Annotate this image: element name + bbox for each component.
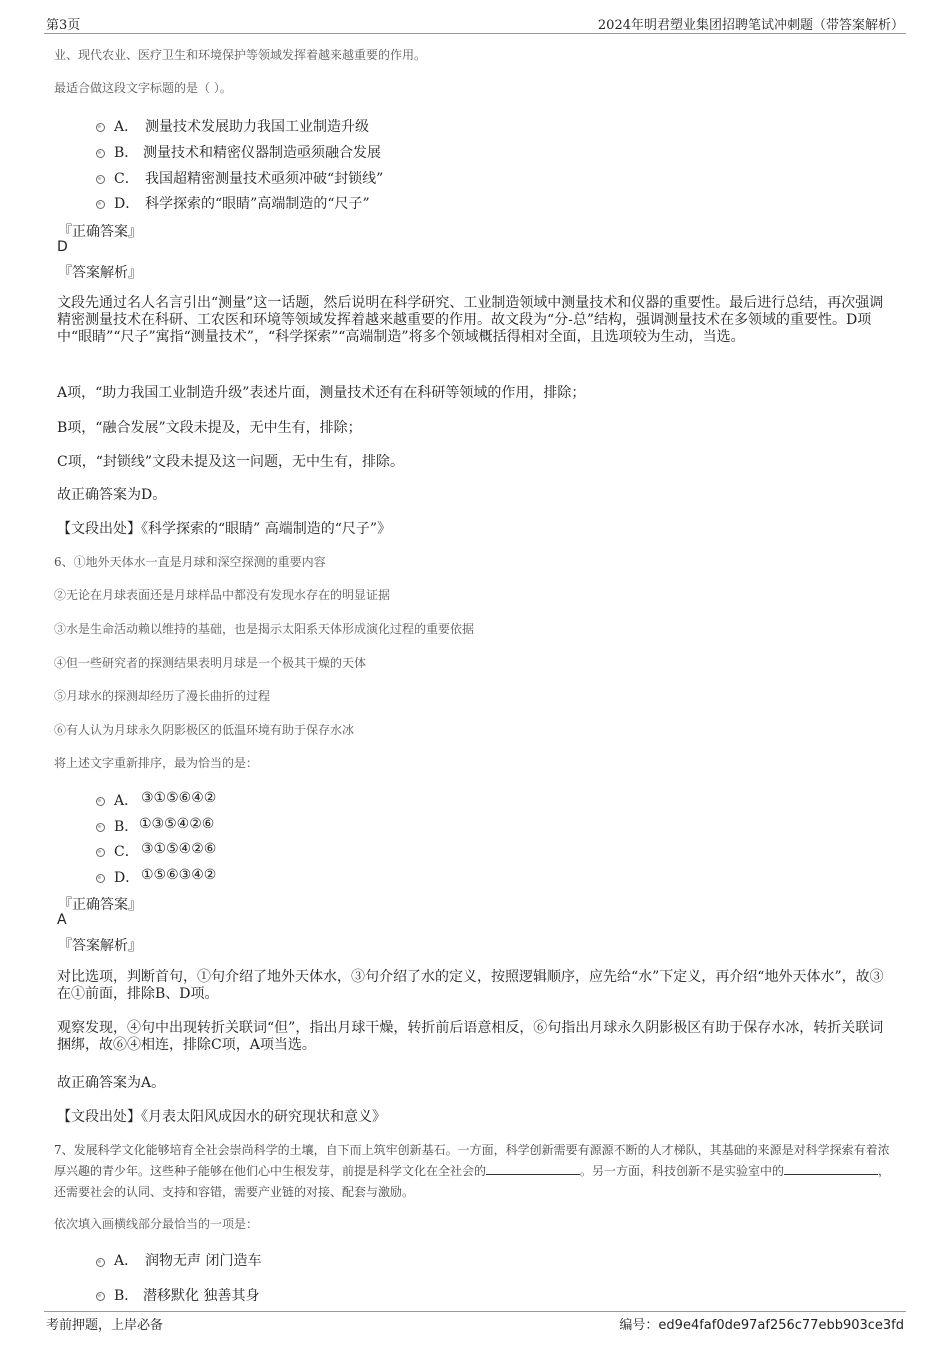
option-letter: A． [114,793,139,809]
option-letter: B． [114,1288,139,1304]
q7-text-part-3: ，还需要社会的认同、支持和容错，需要产业链的对接、配套与激励。 [54,1164,891,1199]
option-letter: D． [114,870,140,886]
q6-prompt: 将上述文字重新排序，最为恰当的是： [54,756,259,770]
q6-line-5: ⑤月球水的探测却经历了漫长曲折的过程 [54,689,271,703]
radio-icon[interactable] [96,874,105,883]
q6-analysis-paragraph-3: 故正确答案为A。 [57,1075,166,1091]
q6-line-2: ②无论在月球表面还是月球样品中都没有发现水存在的明显证据 [54,588,391,602]
header-divider [44,33,906,34]
option-letter: C． [114,844,139,860]
option-letter: D． [114,196,140,212]
q6-line-6: ⑥有人认为月球永久阴影极区的低温环境有助于保存水冰 [54,723,355,737]
q5-prompt: 最适合做这段文字标题的是（ ）。 [54,81,232,95]
radio-icon[interactable] [96,823,105,832]
option-text: ①⑤⑥③④② [141,867,217,883]
footer-slogan: 考前押题，上岸必备 [46,1318,164,1333]
radio-icon[interactable] [96,1258,105,1267]
option-text: 潜移默化 独善其身 [143,1288,260,1304]
q5-analysis-paragraph-4: C项，“封锁线”文段未提及这一问题，无中生有，排除。 [57,454,405,470]
footer-code-label: 编号： [619,1318,659,1333]
footer-divider [44,1311,906,1312]
option-letter: A． [114,119,139,135]
option-text: 润物无声 闭门造车 [145,1253,262,1269]
radio-icon[interactable] [96,200,105,209]
q5-answer-label: 『正确答案』 [58,224,142,240]
footer-code-value: ed9e4faf0de97af256c77ebb903ce3fd [658,1318,904,1333]
radio-icon[interactable] [96,149,105,158]
option-text: 测量技术发展助力我国工业制造升级 [145,119,369,135]
q5-analysis-label: 『答案解析』 [58,265,142,281]
page-number: 第3页 [46,18,81,33]
option-text: ①③⑤④②⑥ [139,816,215,832]
radio-icon[interactable] [96,123,105,132]
option-letter: C． [114,171,139,187]
q7-text-part-1: 7、发展科学文化能够培育全社会崇尚科学的土壤，自下而上筑牢创新基石。一方面，科学创新需要有源源不断的人才梯队，其基础的来源是对科学探索有着浓厚兴趣的青少年。这些种子能够在他们心中生根发芽，前提是科学文化在全社会的 [54,1143,890,1178]
q7-prompt: 依次填入画横线部分最恰当的一项是： [54,1217,259,1231]
option-text: 科学探索的“眼睛”高端制造的“尺子” [145,196,370,212]
q5-source: 【文段出处】《科学探索的“眼睛” 高端制造的“尺子”》 [57,521,392,537]
option-text: ③①⑤⑥④② [141,790,217,806]
q6-source: 【文段出处】《月表太阳风成因水的研究现状和意义》 [57,1109,386,1125]
q6-analysis-label: 『答案解析』 [58,938,142,954]
q5-analysis-paragraph-2: A项，“助力我国工业制造升级”表述片面，测量技术还有在科研等领域的作用，排除； [57,385,586,401]
option-text: 测量技术和精密仪器制造亟须融合发展 [143,145,381,161]
q7-passage [54,1140,897,1203]
q5-intro-tail: 业、现代农业、医疗卫生和环境保护等领域发挥着越来越重要的作用。 [54,48,427,62]
option-letter: B． [114,145,139,161]
radio-icon[interactable] [96,797,105,806]
q5-analysis-paragraph-5: 故正确答案为D。 [57,487,167,503]
q6-line-3: ③水是生命活动赖以维持的基础，也是揭示太阳系天体形成演化过程的重要依据 [54,622,475,636]
radio-icon[interactable] [96,1292,105,1301]
q7-blank-1 [486,1162,580,1175]
option-text: 我国超精密测量技术亟须冲破“封锁线” [145,171,384,187]
footer-code [619,1314,904,1333]
q6-answer: A [57,912,67,928]
option-letter: B． [114,819,139,835]
q5-answer: D [57,239,68,255]
q6-line-4: ④但一些研究者的探测结果表明月球是一个极其干燥的天体 [54,656,367,670]
q6-analysis-paragraph-1: 对比选项，判断首句，①句介绍了地外天体水，③句介绍了水的定义，按照逻辑顺序，应先给“水”下定义，再介绍“地外天体水”，故③在①前面，排除B、D项。 [57,969,884,1002]
document-title: 2024年明君塑业集团招聘笔试冲刺题（带答案解析） [597,18,904,33]
option-letter: A． [114,1253,139,1269]
q7-blank-2 [784,1162,878,1175]
option-text: ③①⑤④②⑥ [141,841,217,857]
q6-analysis-paragraph-2: 观察发现，④句中出现转折关联词“但”，指出月球干燥，转折前后语意相反，⑥句指出月球永久阴影极区有助于保存水冰，转折关联词捆绑，故⑥④相连，排除C项，A项当选。 [57,1020,884,1053]
radio-icon[interactable] [96,175,105,184]
radio-icon[interactable] [96,848,105,857]
q6-line-1: 6、①地外天体水一直是月球和深空探测的重要内容 [54,555,326,569]
q6-answer-label: 『正确答案』 [58,897,142,913]
q5-analysis-paragraph-3: B项，“融合发展”文段未提及，无中生有，排除； [57,420,362,436]
q7-text-part-2: 。另一方面，科技创新不是实验室中的 [580,1164,785,1178]
q5-analysis-paragraph-1: 文段先通过名人名言引出“测量”这一话题，然后说明在科学研究、工业制造领域中测量技术和仪器的重要性。最后进行总结，再次强调精密测量技术在科研、工农医和环境等领域发挥着越来越重要的作用。故文段为“分-总”结构，强调测量技术在多领域的重要性。D项中“眼睛”“尺子”寓指“测量技术”，“科学探索”“高端制造”将多个领域概括得相对全面，且选项较为生动，当选。 [57,295,884,345]
